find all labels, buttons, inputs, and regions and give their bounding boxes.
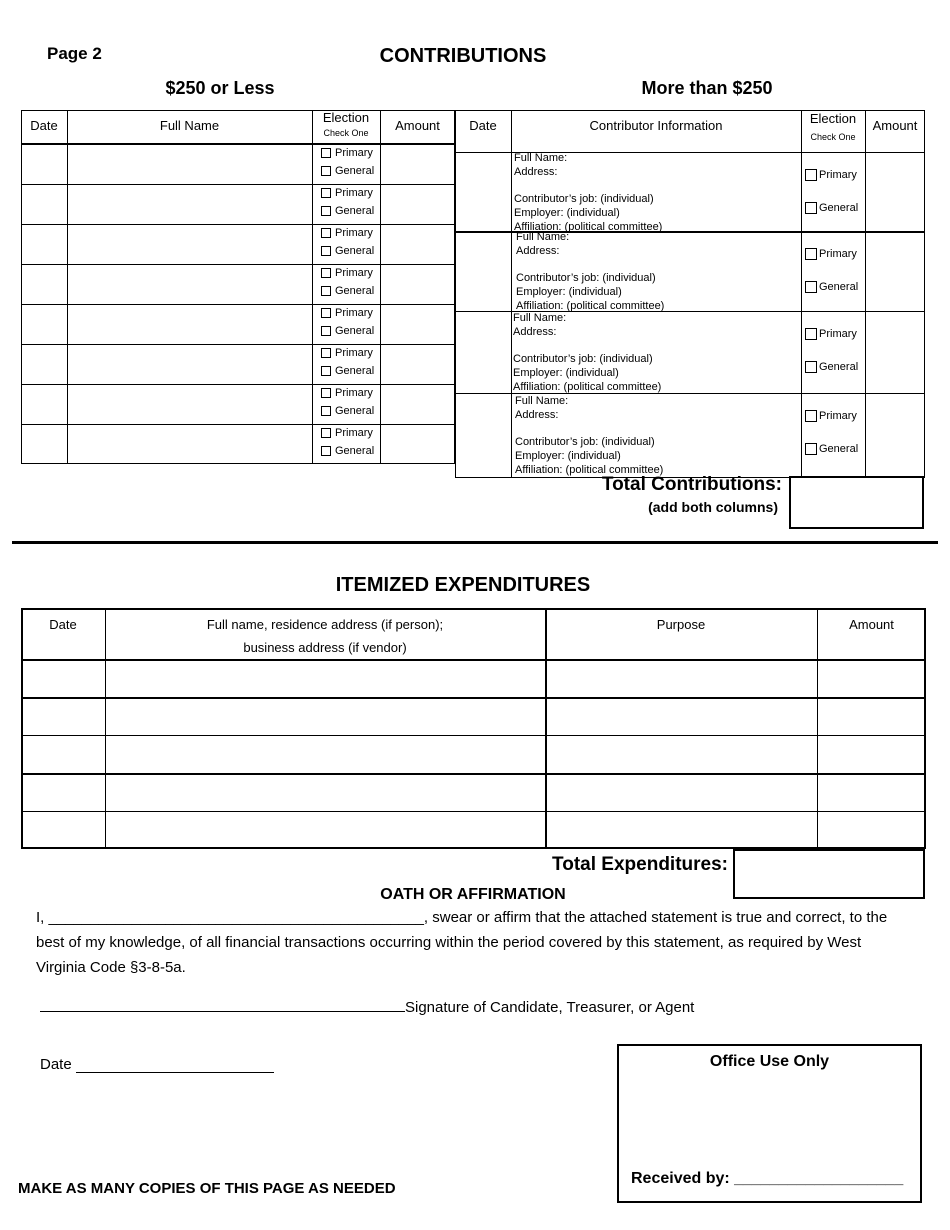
checkbox-icon[interactable] [805,202,817,214]
general-checkbox[interactable]: General [321,325,374,337]
primary-checkbox[interactable]: Primary [805,328,857,340]
checkbox-icon[interactable] [805,281,817,293]
exp-col-amount: Amount [849,617,894,632]
left-col-amount: Amount [395,118,440,133]
general-checkbox[interactable]: General [321,405,374,417]
checkbox-icon[interactable] [321,148,331,158]
field-full-name: Full Name: [515,395,569,407]
left-table-border [21,110,455,464]
signature-label: Signature of Candidate, Treasurer, or Agent [405,999,695,1016]
checkbox-icon[interactable] [805,169,817,181]
checkbox-icon[interactable] [321,246,331,256]
general-checkbox[interactable]: General [321,245,374,257]
total-expenditures-field[interactable] [733,849,925,899]
field-employer: Employer: (individual) [516,286,622,298]
oath-line-3: Virginia Code §3-8-5a. [36,959,186,976]
date-line [40,1055,274,1073]
right-table-heading: More than $250 [641,78,773,98]
page-title: CONTRIBUTIONS [379,45,547,67]
checkbox-icon[interactable] [321,326,331,336]
general-checkbox[interactable]: General [805,361,858,373]
primary-checkbox[interactable]: Primary [321,227,373,239]
left-col-election: Election [322,110,370,125]
field-address: Address: [513,326,557,338]
exp-col-name-line2: business address (if vendor) [243,640,407,655]
left-col-check-one: Check One [323,128,369,138]
primary-checkbox[interactable]: Primary [321,307,373,319]
checkbox-icon[interactable] [805,248,817,260]
field-job: Contributor’s job: (individual) [516,272,656,284]
field-affiliation: Affiliation: (political committee) [515,464,664,476]
right-col-check-one: Check One [810,132,856,142]
checkbox-icon[interactable] [321,428,331,438]
field-address: Address: [514,166,558,178]
checkbox-icon[interactable] [321,206,331,216]
field-affiliation: Affiliation: (political committee) [514,221,663,231]
checkbox-icon[interactable] [321,406,331,416]
field-full-name: Full Name: [513,312,567,324]
checkbox-icon[interactable] [321,268,331,278]
oath-title: OATH OR AFFIRMATION [380,886,566,903]
primary-checkbox[interactable]: Primary [805,248,857,260]
primary-checkbox[interactable]: Primary [805,410,857,422]
checkbox-icon[interactable] [321,348,331,358]
field-affiliation: Affiliation: (political committee) [513,381,662,393]
checkbox-icon[interactable] [321,308,331,318]
field-employer: Employer: (individual) [513,367,619,379]
checkbox-icon[interactable] [321,228,331,238]
general-checkbox[interactable]: General [321,165,374,177]
checkbox-icon[interactable] [321,286,331,296]
exp-col-date: Date [49,617,77,632]
total-contributions-field[interactable] [789,476,924,529]
checkbox-icon[interactable] [805,361,817,373]
general-checkbox[interactable]: General [805,443,858,455]
footer-note: MAKE AS MANY COPIES OF THIS PAGE AS NEEDED [18,1180,396,1197]
field-job: Contributor’s job: (individual) [513,353,653,365]
field-job: Contributor’s job: (individual) [514,193,654,205]
checkbox-icon[interactable] [805,410,817,422]
checkbox-icon[interactable] [321,446,331,456]
checkbox-icon[interactable] [321,388,331,398]
checkbox-icon[interactable] [321,366,331,376]
section-divider [12,541,938,544]
checkbox-icon[interactable] [321,166,331,176]
general-checkbox[interactable]: General [805,202,858,214]
total-contributions-label: Total Contributions: [601,474,782,495]
page-label: Page 2 [47,44,102,63]
received-by: Received by: ___________________ [631,1170,904,1187]
field-job: Contributor’s job: (individual) [515,436,655,448]
right-col-amount: Amount [872,118,918,133]
field-address: Address: [515,409,559,421]
checkbox-icon[interactable] [805,328,817,340]
field-address: Address: [516,245,560,257]
oath-line-2: best of my knowledge, of all financial transactions occurring within the period covered by this statement, as required by West [36,934,862,951]
left-col-date: Date [30,118,58,133]
field-full-name: Full Name: [516,231,570,243]
checkbox-icon[interactable] [805,443,817,455]
primary-checkbox[interactable]: Primary [321,147,373,159]
primary-checkbox[interactable]: Primary [321,387,373,399]
general-checkbox[interactable]: General [321,445,374,457]
primary-checkbox[interactable]: Primary [321,187,373,199]
field-employer: Employer: (individual) [515,450,621,462]
primary-checkbox[interactable]: Primary [321,267,373,279]
field-affiliation: Affiliation: (political committee) [516,300,665,312]
date-label: Date [40,1056,72,1073]
left-col-full-name: Full Name [159,118,220,133]
field-full-name: Full Name: [514,152,568,164]
right-col-date: Date [469,118,497,133]
total-expenditures-label: Total Expenditures: [552,854,728,875]
signature-line [40,994,694,1016]
general-checkbox[interactable]: General [321,205,374,217]
primary-checkbox[interactable]: Primary [805,169,857,181]
oath-line-1: I, _____________________________________________, swear or affirm that the attached statement is true and correct, to the [36,909,888,926]
total-contributions-sublabel: (add both columns) [648,499,778,515]
general-checkbox[interactable]: General [321,285,374,297]
primary-checkbox[interactable]: Primary [321,347,373,359]
signature-field[interactable] [40,994,405,1012]
office-use-title: Office Use Only [709,1053,830,1070]
expenditures-title: ITEMIZED EXPENDITURES [335,574,591,596]
date-field[interactable] [76,1055,274,1073]
right-col-election: Election [809,111,857,126]
general-checkbox[interactable]: General [321,365,374,377]
primary-checkbox[interactable]: Primary [321,427,373,439]
checkbox-icon[interactable] [321,188,331,198]
field-employer: Employer: (individual) [514,207,620,219]
right-col-contributor-info: Contributor Information [589,118,723,133]
exp-col-purpose: Purpose [656,617,706,632]
exp-col-name-line1: Full name, residence address (if person); [206,617,444,632]
left-table-heading: $250 or Less [165,78,275,98]
general-checkbox[interactable]: General [805,281,858,293]
